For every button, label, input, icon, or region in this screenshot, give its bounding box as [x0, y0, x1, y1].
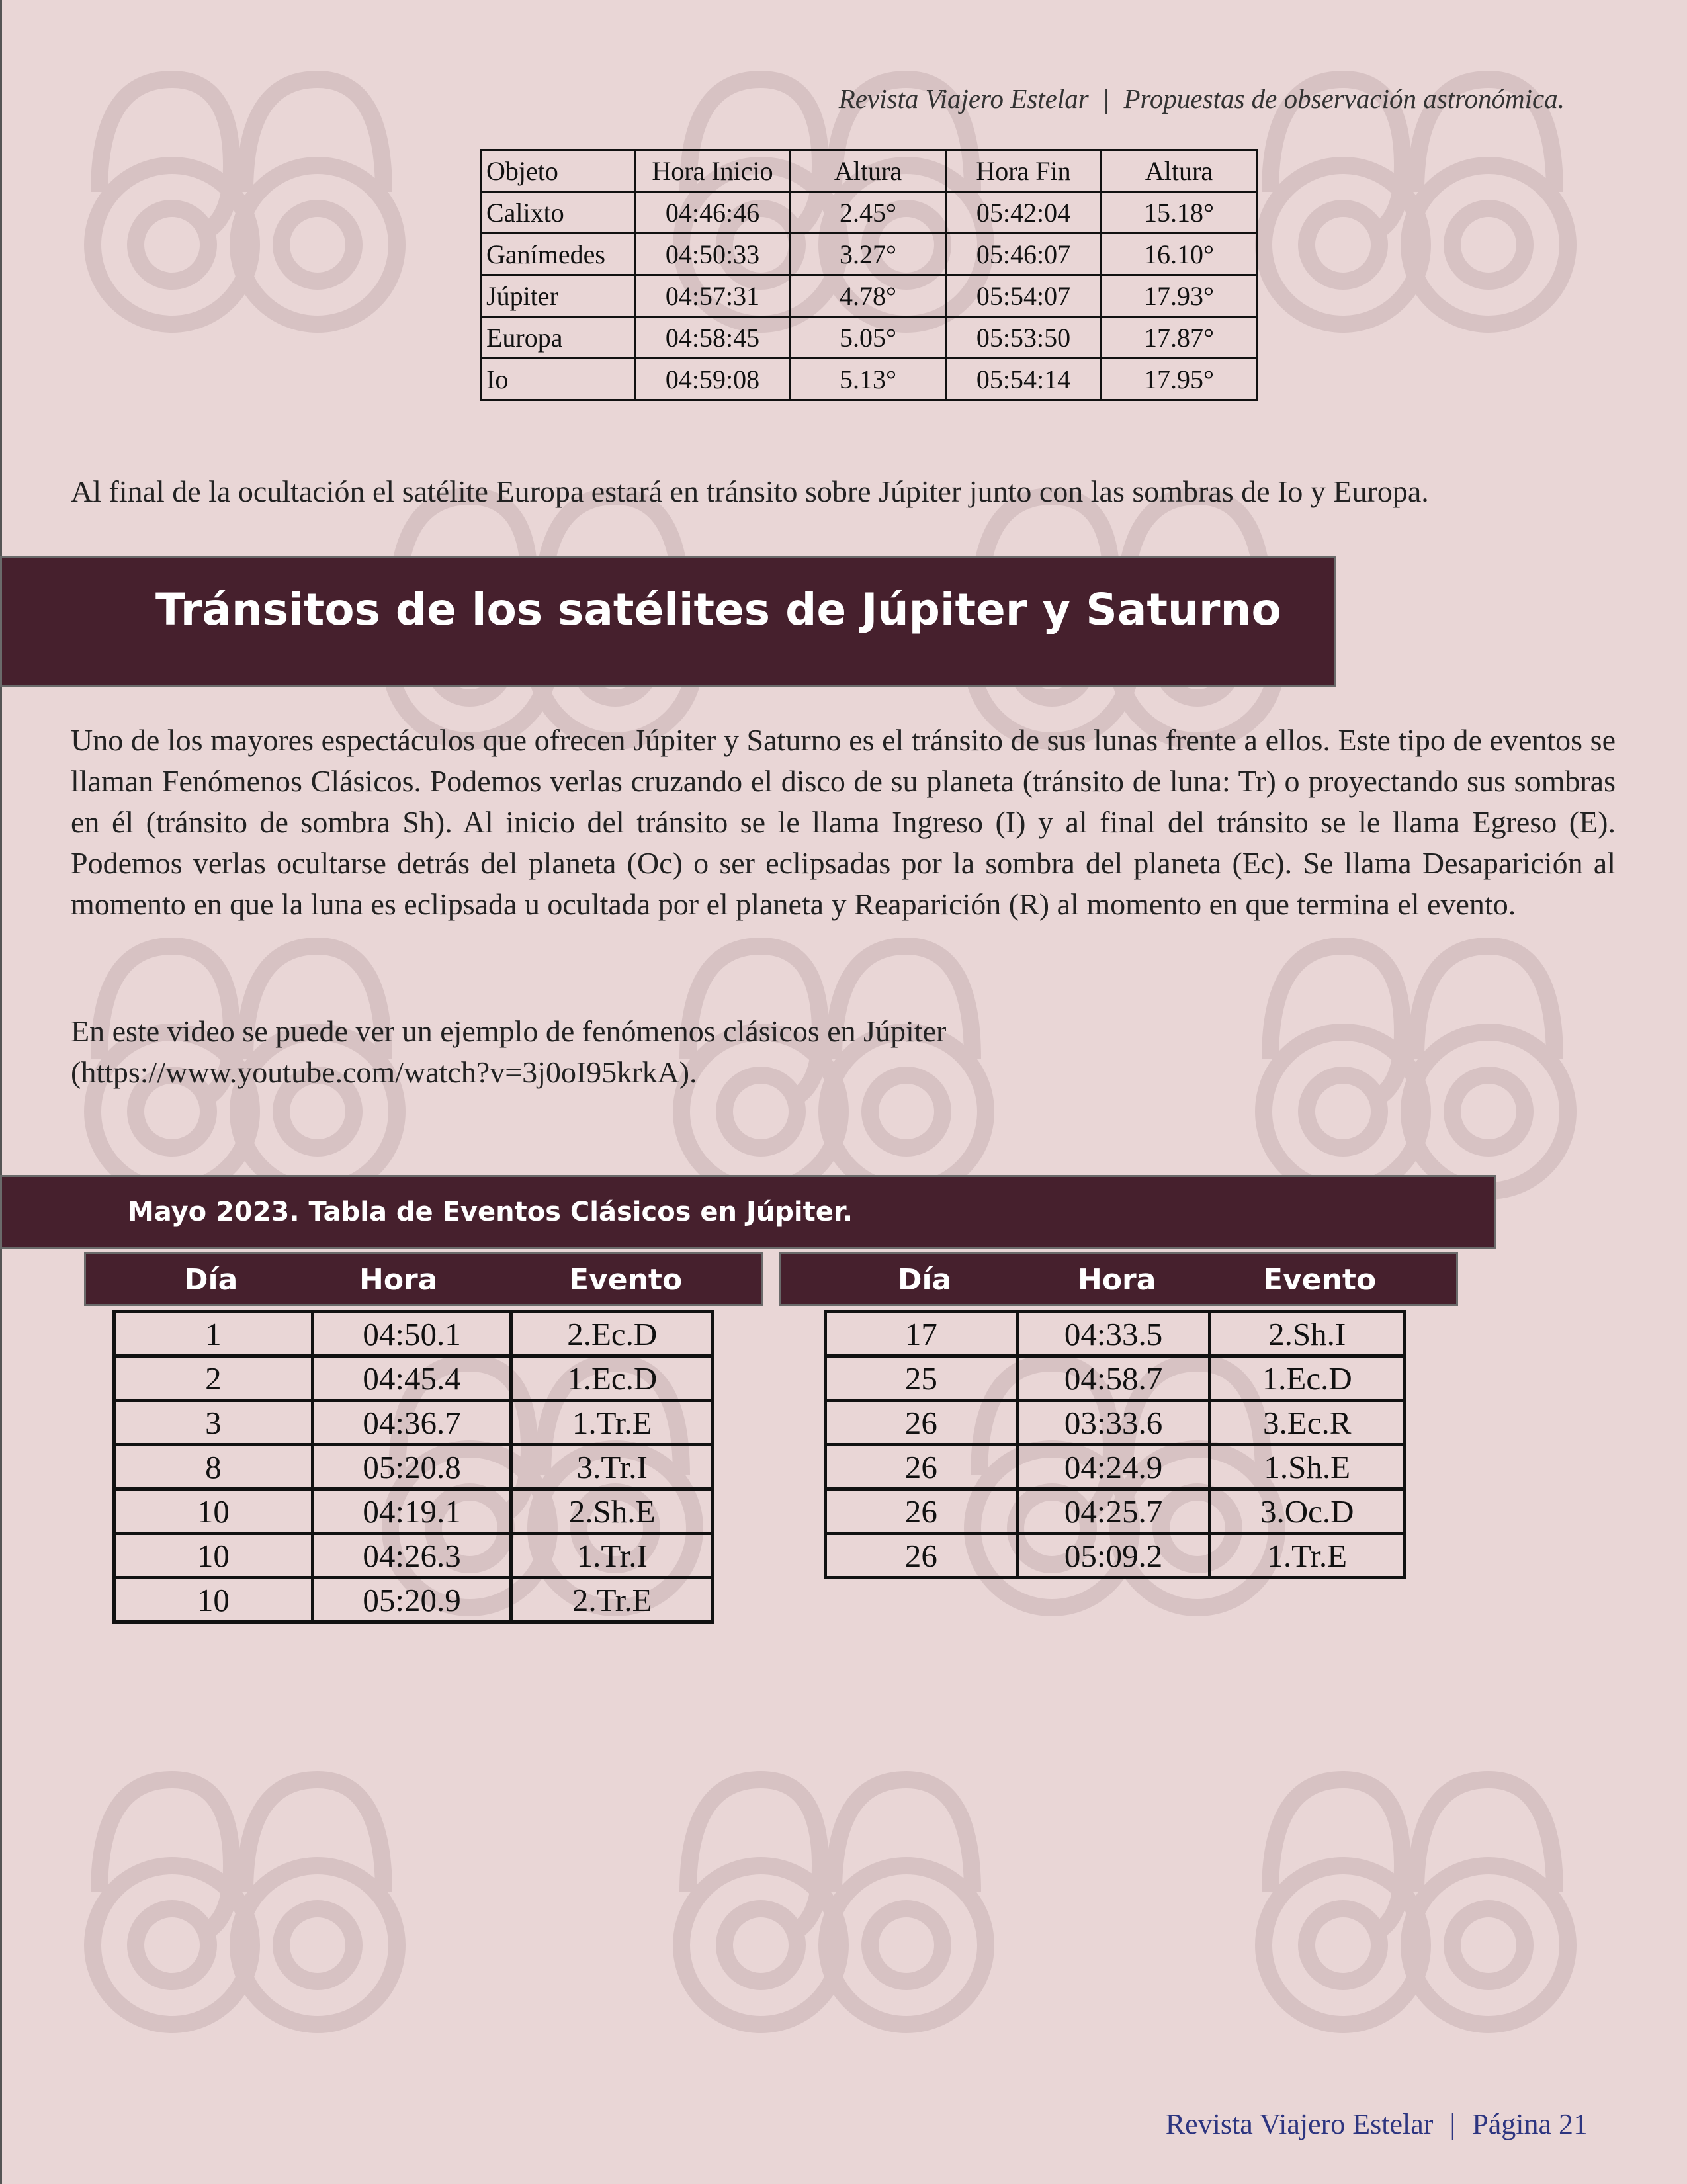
table-cell: 25: [826, 1356, 1017, 1401]
video-paragraph: [71, 1011, 1616, 1093]
table-cell: 04:50:33: [635, 234, 791, 275]
table-cell: 16.10°: [1102, 234, 1257, 275]
column-header: Altura: [791, 150, 946, 192]
table-cell: 04:25.7: [1017, 1489, 1210, 1534]
footer-magazine: Revista Viajero Estelar: [1165, 2108, 1434, 2140]
table-cell: 17.87°: [1102, 317, 1257, 359]
table-cell: 04:26.3: [312, 1534, 511, 1578]
table-cell: 05:54:14: [946, 359, 1102, 400]
table-cell: 10: [114, 1578, 313, 1622]
table-row: [826, 1401, 1405, 1445]
table-row: [114, 1401, 713, 1445]
column-header: Hora Inicio: [635, 150, 791, 192]
table-cell: Júpiter: [482, 275, 635, 317]
events-table-left: [112, 1310, 714, 1624]
table-row: [826, 1534, 1405, 1578]
table-cell: 04:46:46: [635, 192, 791, 234]
table-cell: 04:36.7: [312, 1401, 511, 1445]
table-cell: 04:58:45: [635, 317, 791, 359]
running-header: [839, 83, 1565, 114]
table-cell: 3.27°: [791, 234, 946, 275]
header-event: Evento: [1263, 1263, 1377, 1297]
table-row: [826, 1489, 1405, 1534]
table-cell: 05:20.9: [312, 1578, 511, 1622]
table-row: [482, 275, 1257, 317]
table-cell: 1: [114, 1312, 313, 1356]
table-cell: 3.Tr.I: [511, 1445, 713, 1489]
table-cell: 10: [114, 1534, 313, 1578]
table-cell: 5.13°: [791, 359, 946, 400]
table-row: [114, 1312, 713, 1356]
events-table-right: [824, 1310, 1406, 1579]
table-cell: 04:33.5: [1017, 1312, 1210, 1356]
header-event: Evento: [569, 1263, 683, 1297]
table-cell: 4.78°: [791, 275, 946, 317]
table-cell: 05:09.2: [1017, 1534, 1210, 1578]
table-cell: Ganímedes: [482, 234, 635, 275]
table-cell: 15.18°: [1102, 192, 1257, 234]
ocultation-note-paragraph: Al final de la ocultación el satélite Europa estará en tránsito sobre Júpiter junto con las sombras de Io y Europa.: [71, 474, 1429, 508]
table-cell: 2.Sh.I: [1210, 1312, 1405, 1356]
footer-separator: |: [1449, 2108, 1456, 2140]
table-row: [482, 359, 1257, 400]
column-header: Altura: [1102, 150, 1257, 192]
events-right-header: [779, 1252, 1458, 1306]
table-row: [482, 192, 1257, 234]
table-cell: 3.Ec.R: [1210, 1401, 1405, 1445]
table-cell: 1.Sh.E: [1210, 1445, 1405, 1489]
header-time: Hora: [1078, 1263, 1156, 1297]
table-cell: 05:42:04: [946, 192, 1102, 234]
section-title-banner: [0, 556, 1336, 687]
table-cell: 2.Sh.E: [511, 1489, 713, 1534]
table-cell: 17: [826, 1312, 1017, 1356]
table-row: [114, 1445, 713, 1489]
table-cell: 8: [114, 1445, 313, 1489]
table-row: [482, 317, 1257, 359]
table-row: [826, 1312, 1405, 1356]
table-cell: 26: [826, 1489, 1017, 1534]
page-footer: [1166, 2107, 1588, 2141]
table-cell: 04:50.1: [312, 1312, 511, 1356]
table-row: [114, 1489, 713, 1534]
table-cell: 04:45.4: [312, 1356, 511, 1401]
header-day: Día: [184, 1263, 238, 1297]
table-cell: 2: [114, 1356, 313, 1401]
table-cell: 17.95°: [1102, 359, 1257, 400]
table-cell: 04:59:08: [635, 359, 791, 400]
page-number: Página 21: [1472, 2108, 1588, 2140]
table-cell: Europa: [482, 317, 635, 359]
table-cell: 04:57:31: [635, 275, 791, 317]
table-cell: 2.Tr.E: [511, 1578, 713, 1622]
table-cell: 05:20.8: [312, 1445, 511, 1489]
video-link-text: (https://www.youtube.com/watch?v=3j0oI95krkA).: [71, 1055, 697, 1089]
header-separator: |: [1103, 83, 1109, 114]
events-title-bar: [0, 1175, 1496, 1249]
table-cell: Calixto: [482, 192, 635, 234]
table-cell: 04:24.9: [1017, 1445, 1210, 1489]
table-cell: 1.Tr.E: [1210, 1534, 1405, 1578]
table-cell: 04:19.1: [312, 1489, 511, 1534]
section-title: Tránsitos de los satélites de Júpiter y Saturno: [155, 584, 1281, 635]
table-row: [826, 1445, 1405, 1489]
table-cell: 26: [826, 1401, 1017, 1445]
occultation-table-header: [482, 150, 1257, 192]
table-cell: 2.Ec.D: [511, 1312, 713, 1356]
table-cell: 3.Oc.D: [1210, 1489, 1405, 1534]
column-header: Objeto: [482, 150, 635, 192]
table-row: [482, 234, 1257, 275]
table-cell: Io: [482, 359, 635, 400]
transits-description-paragraph: Uno de los mayores espectáculos que ofrecen Júpiter y Saturno es el tránsito de sus lunas frente a ellos. Este tipo de eventos se llaman Fenómenos Clásicos. Podemos verlas cruzando el disco de su planeta (tránsito de luna: Tr) o proyectando sus sombras en él (tránsito de sombra Sh). Al inicio del tránsito se le llama Ingreso (I) y al final del tránsito se le llama Egreso (E). Podemos verlas ocultarse detrás del planeta (Oc) o ser eclipsadas por la sombra del planeta (Ec). Se llama Desaparición al momento en que la luna es eclipsada u ocultada por el planeta y Reaparición (R) al momento en que termina el evento.: [71, 723, 1616, 921]
table-row: [114, 1534, 713, 1578]
table-cell: 05:46:07: [946, 234, 1102, 275]
table-cell: 3: [114, 1401, 313, 1445]
header-time: Hora: [359, 1263, 438, 1297]
table-cell: 04:58.7: [1017, 1356, 1210, 1401]
video-paragraph-line: En este video se puede ver un ejemplo de fenómenos clásicos en Júpiter: [71, 1014, 947, 1048]
table-cell: 03:33.6: [1017, 1401, 1210, 1445]
header-day: Día: [898, 1263, 952, 1297]
table-cell: 10: [114, 1489, 313, 1534]
events-table-title: Mayo 2023. Tabla de Eventos Clásicos en Júpiter.: [128, 1197, 853, 1227]
table-cell: 26: [826, 1534, 1017, 1578]
table-row: [826, 1356, 1405, 1401]
table-cell: 1.Ec.D: [511, 1356, 713, 1401]
table-cell: 05:53:50: [946, 317, 1102, 359]
table-cell: 1.Ec.D: [1210, 1356, 1405, 1401]
header-magazine: Revista Viajero Estelar: [838, 83, 1089, 114]
occultation-table: [480, 149, 1258, 401]
table-cell: 26: [826, 1445, 1017, 1489]
table-cell: 1.Tr.I: [511, 1534, 713, 1578]
table-cell: 2.45°: [791, 192, 946, 234]
table-cell: 1.Tr.E: [511, 1401, 713, 1445]
column-header: Hora Fin: [946, 150, 1102, 192]
table-row: [114, 1356, 713, 1401]
table-cell: 05:54:07: [946, 275, 1102, 317]
table-cell: 5.05°: [791, 317, 946, 359]
table-row: [114, 1578, 713, 1622]
table-cell: 17.93°: [1102, 275, 1257, 317]
header-subtitle: Propuestas de observación astronómica.: [1123, 83, 1565, 114]
events-left-header: [84, 1252, 763, 1306]
